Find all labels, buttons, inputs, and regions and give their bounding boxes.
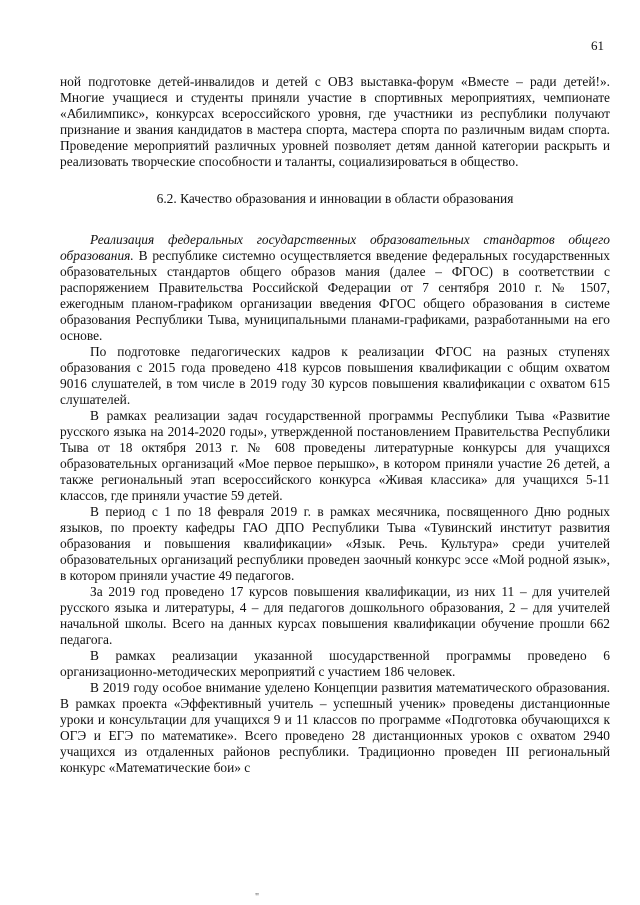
paragraph-fgos-body: В республике системно осуществляется введение федеральных государственных образовательных стандартов общего образов мания (далее – ФГОС) в соответствии с распоряжением Правительства Российской Федерации от 7 сентября 2010 г. № 1507, ежегодным планом-графиком организации введения ФГОС общего образования в системе образования Республики Тыва, муниципальными планами-графиками, разработанными на его основе. bbox=[60, 248, 610, 343]
paragraph-methodical-events: В рамках реализации указанной шосударственной программы проведено 6 организационно-методических мероприятий с участием 186 человек. bbox=[60, 648, 610, 679]
footer-mark: " bbox=[255, 892, 260, 903]
paragraph-courses-2019: За 2019 год проведено 17 курсов повышения квалификации, из них 11 – для учителей русского языка и литературы, 4 – для педагогов дошкольного образования, 2 – для учителей начальной школы. Всего на данных курсах повышения квалификации обучение прошли 662 педагога. bbox=[60, 584, 610, 647]
body-text bbox=[60, 74, 610, 776]
paragraph-continued: ной подготовке детей-инвалидов и детей с ОВЗ выставка-форум «Вместе – ради детей!». Многие учащиеся и студенты приняли участие в спортивных мероприятиях, чемпионате «Абилимпикс», конкурсах всероссийского уровня, где участники из республики получают признание и звания кандидатов в мастера спорта, мастера спорта по различным видам спорта. Проведение мероприятий различных уровней позволяет детям данной категории раскрыть и реализовать творческие способности и таланты, социализироваться в общество. bbox=[60, 74, 610, 169]
paragraph-native-languages-month: В период с 1 по 18 февраля 2019 г. в рамках месячника, посвященного Дню родных языков, по проекту кафедры ГАО ДПО Республики Тыва «Тувинский институт развития образования и повышения квалификации» «Язык. Речь. Культура» среди учителей образовательных организаций республики проведен заочный конкурс эссе «Мой родной язык», в котором приняли участие 49 педагогов. bbox=[60, 504, 610, 583]
paragraph-math-education: В 2019 году особое внимание уделено Концепции развития математического образования. В рамках проекта «Эффективный учитель – успешный ученик» проведены дистанционные уроки и консультации для учащихся 9 и 11 классов по программе «Подготовка обучающихся к ОГЭ и ЕГЭ по математике». Всего проведено 28 дистанционных уроков с охватом 2940 учащихся из отдаленных районов республики. Традиционно проведен III региональный конкурс «Математические бои» с bbox=[60, 680, 610, 775]
page-number: 61 bbox=[591, 38, 604, 53]
paragraph-russian-language-program: В рамках реализации задач государственной программы Республики Тыва «Развитие русского языка на 2014-2020 годы», утвержденной постановлением Правительства Республики Тыва от 18 октября 2013 г. № 608 проведены литературные конкурсы для учащихся образовательных организаций «Мое первое перышко», в котором приняли участие 26 детей, а также региональный этап всероссийского конкурса «Живая классика» для учащихся 5-11 классов, где приняли участие 59 детей. bbox=[60, 408, 610, 503]
paragraph-teacher-training: По подготовке педагогических кадров к реализации ФГОС на разных ступенях образования с 2015 года проведено 418 курсов повышения квалификации с общим охватом 9016 слушателей, в том числе в 2019 году 30 курсов повышения квалификации с охватом 615 слушателей. bbox=[60, 344, 610, 407]
paragraph-fgos-lead: Реализация федеральных государственных образовательных стандартов общего образования. bbox=[60, 232, 610, 263]
paragraph-fgos bbox=[60, 232, 610, 344]
section-heading: 6.2. Качество образования и инновации в области образования bbox=[156, 191, 514, 206]
